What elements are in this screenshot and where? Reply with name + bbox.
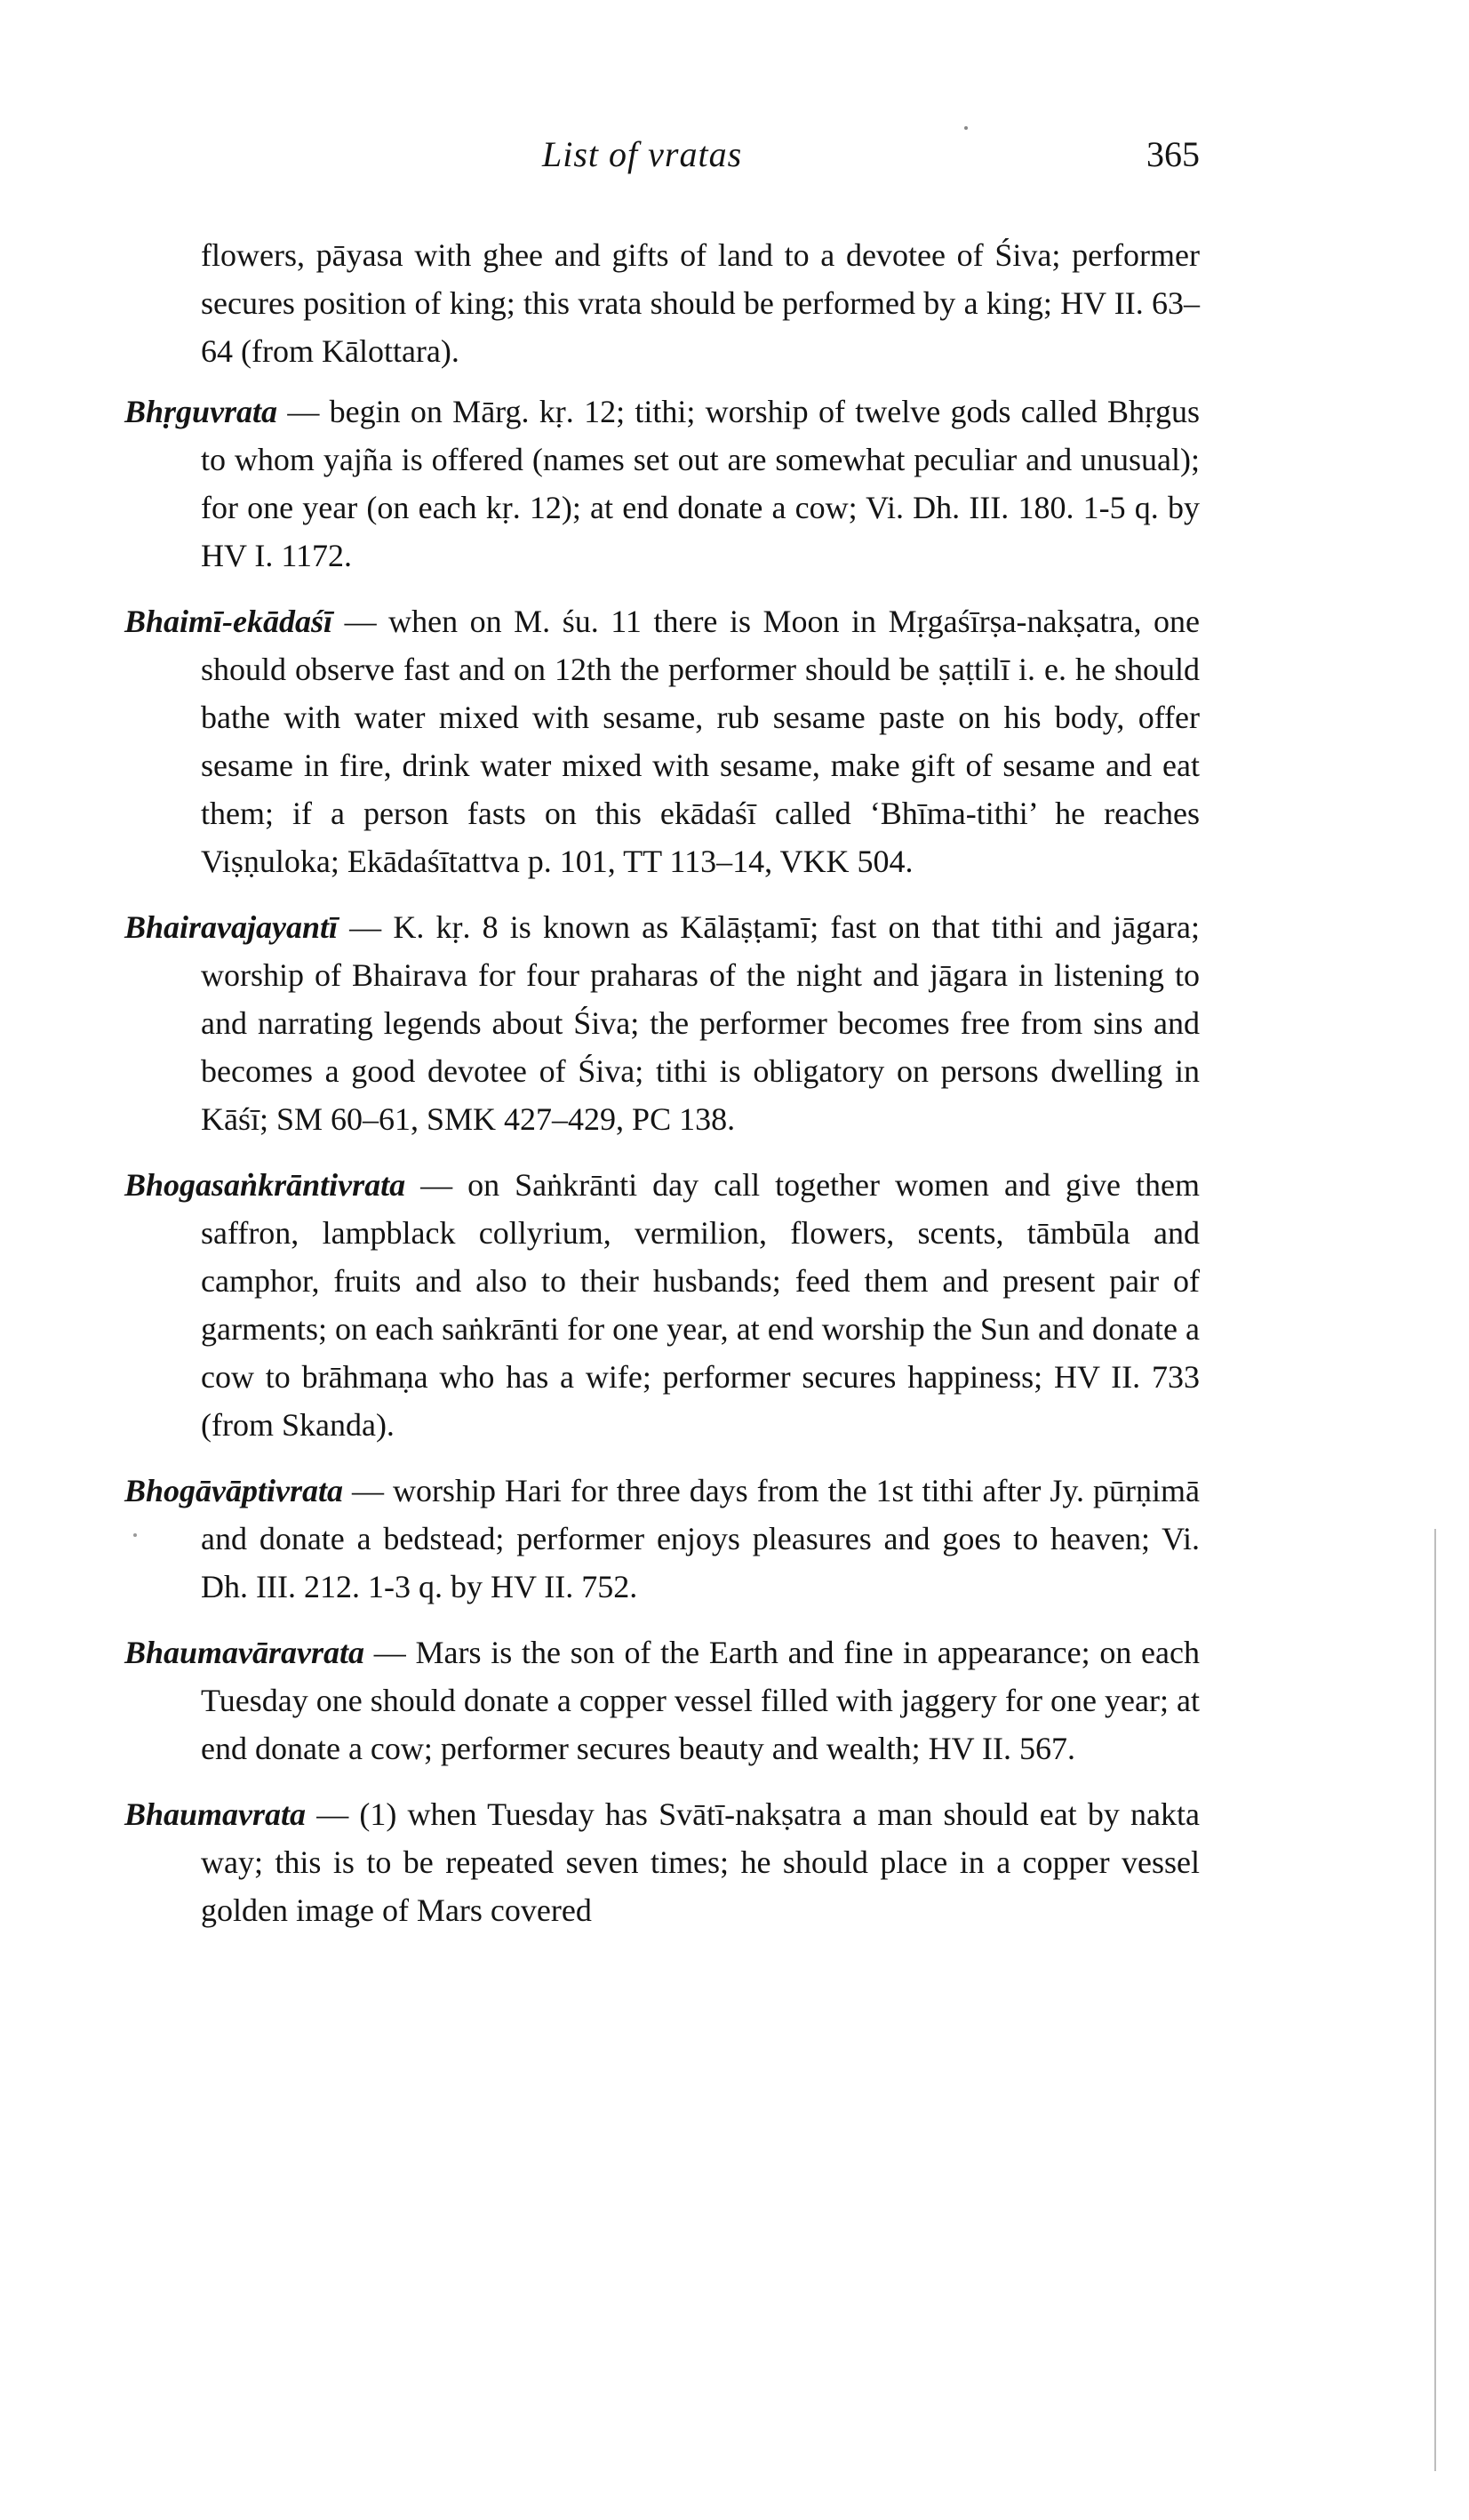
entry-text: — worship Hari for three days from the 1st tithi after Jy. pūrṇimā and donate a bedstead; performer enjoys pleasures and goes to heaven; Vi. Dh. III. 212. 1-3 q. by HV II. 752. — [201, 1473, 1200, 1604]
continued-entry-text: flowers, pāyasa with ghee and gifts of land to a devotee of Śiva; performer secures position of king; this vrata should be performed by a king; HV II. 63–64 (from Kālottara). — [201, 237, 1200, 369]
entry-bhairavajayanti — [124, 903, 1200, 1143]
entry-text: — when on M. śu. 11 there is Moon in Mṛgaśīrṣa-nakṣatra, one should observe fast and on 12th the performer should be ṣaṭtilī i. e. he should bathe with water mixed with sesame, rub sesame paste on his body, offer sesame in fire, drink water mixed with sesame, make gift of sesame and eat them; if a person fasts on this ekādaśī called ‘Bhīma-tithi’ he reaches Viṣṇuloka; Ekādaśītattva p. 101, TT 113–14, VKK 504. — [201, 604, 1200, 879]
entry-headword: Bhogasaṅkrāntivrata — [124, 1167, 406, 1203]
entry-text: — on Saṅkrānti day call together women and give them saffron, lampblack collyrium, vermilion, flowers, scents, tāmbūla and camphor, fruits and also to their husbands; feed them and present pair of garments; on each saṅkrānti for one year, at end worship the Sun and donate a cow to brāhmaṇa who has a wife; performer secures happiness; HV II. 733 (from Skanda). — [201, 1167, 1200, 1443]
print-speck — [964, 126, 968, 130]
entry-text: — (1) when Tuesday has Svātī-nakṣatra a man should eat by nakta way; this is to be repeated seven times; he should place in a copper vessel golden image of Mars covered — [201, 1796, 1200, 1928]
scan-margin-line — [1434, 1529, 1436, 2471]
entry-text: — K. kṛ. 8 is known as Kālāṣṭamī; fast on that tithi and jāgara; worship of Bhairava for four praharas of the night and jāgara in listening to and narrating legends about Śiva; the performer becomes free from sins and becomes a good devotee of Śiva; tithi is obligatory on persons dwelling in Kāśī; SM 60–61, SMK 427–429, PC 138. — [201, 909, 1200, 1137]
page-number: 365 — [1146, 134, 1200, 174]
entry-bhogasankrantivrata — [124, 1161, 1200, 1449]
entry-headword: Bhaumavrata — [124, 1796, 307, 1832]
running-title: List of vratas — [542, 134, 743, 174]
entry-headword: Bhaimī-ekādaśī — [124, 604, 333, 639]
entry-bhaumavaravrata — [124, 1628, 1200, 1772]
page-body — [124, 231, 1200, 1952]
entry-text: — begin on Mārg. kṛ. 12; tithi; worship of twelve gods called Bhṛgus to whom yajña is offered (names set out are somewhat peculiar and unusual); for one year (on each kṛ. 12); at end donate a cow; Vi. Dh. III. 180. 1-5 q. by HV I. 1172. — [201, 394, 1200, 573]
entry-text: — Mars is the son of the Earth and fine in appearance; on each Tuesday one should donate a copper vessel filled with jaggery for one year; at end donate a cow; performer secures beauty and wealth; HV II. 567. — [201, 1635, 1200, 1766]
entry-bhaimi-ekadasi — [124, 597, 1200, 885]
entry-headword: Bhogāvāptivrata — [124, 1473, 344, 1508]
page-header — [542, 133, 1209, 187]
print-speck — [133, 1533, 137, 1537]
entry-headword: Bhairavajayantī — [124, 909, 339, 945]
entry-headword: Bhaumavāravrata — [124, 1635, 365, 1670]
entry-headword: Bhṛguvrata — [124, 394, 278, 429]
entry-bhogavaptivrata — [124, 1467, 1200, 1611]
entry-bhrguvrata — [124, 388, 1200, 580]
entry-bhaumavrata — [124, 1790, 1200, 1934]
